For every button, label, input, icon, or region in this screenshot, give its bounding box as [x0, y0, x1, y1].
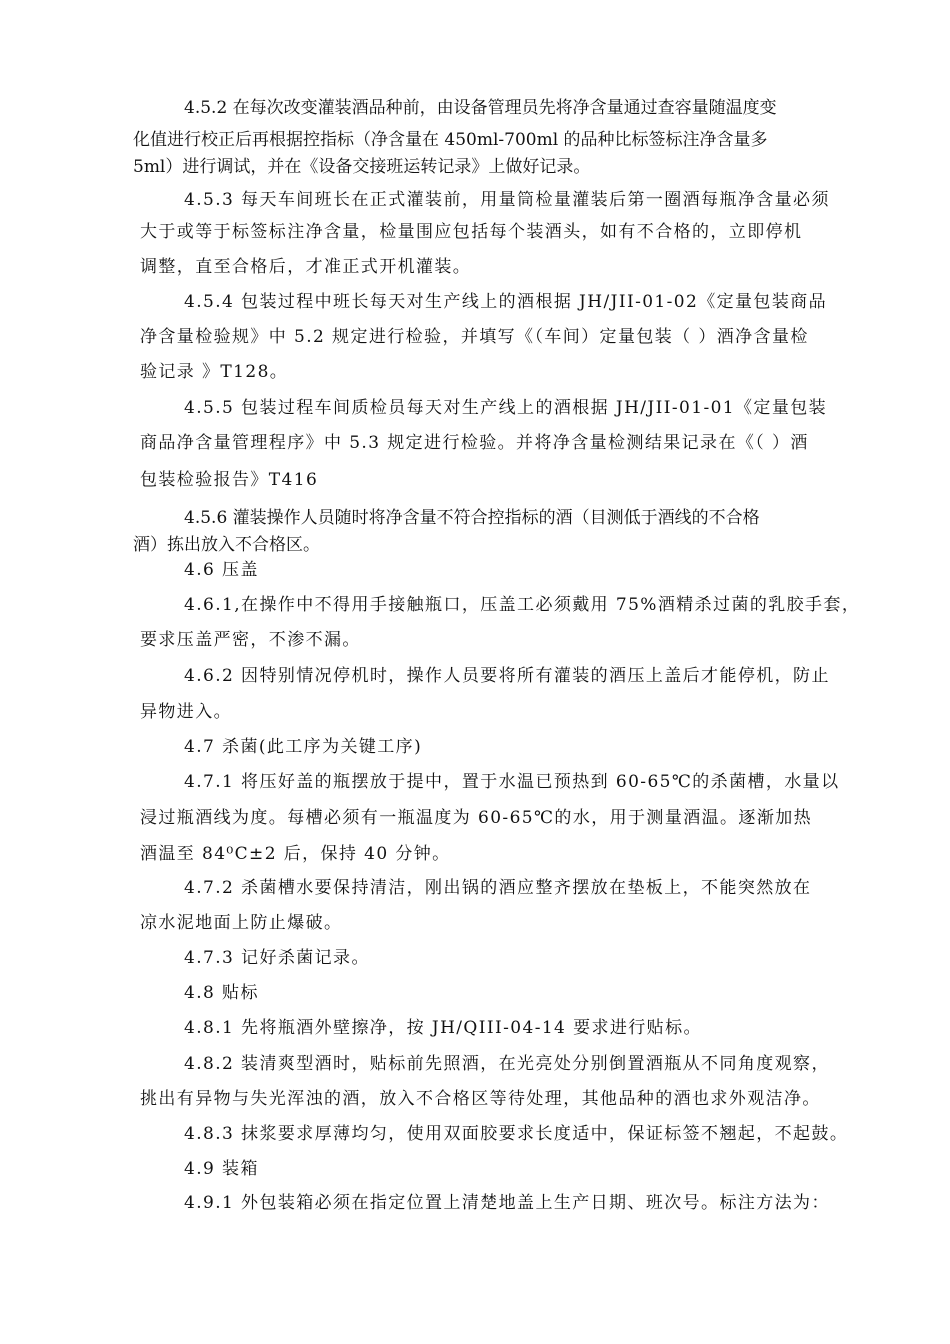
text-line: 4.7.1 将压好盖的瓶摆放于提中，置于水温已预热到 60-65℃的杀菌槽，水量以	[184, 772, 840, 792]
text-line: 浸过瓶酒线为度。每槽必须有一瓶温度为 60-65℃的水，用于测量酒温。逐渐加热	[140, 808, 813, 828]
section-heading: 4.7 杀菌(此工序为关键工序)	[184, 737, 423, 757]
text-line: 大于或等于标签标注净含量，检量围应包括每个装酒头，如有不合格的，立即停机	[140, 222, 803, 242]
text-line: 4.5.4 包装过程中班长每天对生产线上的酒根据 JH/JII-01-02《定量包装商品	[184, 292, 828, 312]
text-line: 4.8.1 先将瓶酒外壁擦净，按 JH/QIII-04-14 要求进行贴标。	[184, 1018, 702, 1038]
text-line: 酒温至 84⁰C±2 后，保持 40 分钟。	[140, 844, 451, 864]
text-line: 4.5.2 在每次改变灌装酒品种前，由设备管理员先将净含量通过查容量随温度变	[184, 98, 777, 118]
text-line: 酒）拣出放入不合格区。	[133, 535, 320, 555]
text-line: 4.7.2 杀菌槽水要保持清洁，刚出锅的酒应整齐摆放在垫板上，不能突然放在	[184, 878, 812, 898]
text-line: 5ml）进行调试，并在《设备交接班运转记录》上做好记录。	[133, 157, 591, 177]
text-line: 4.8.3 抹浆要求厚薄均匀，使用双面胶要求长度适中，保证标签不翘起，不起鼓。	[184, 1124, 849, 1144]
text-line: 4.7.3 记好杀菌记录。	[184, 948, 370, 968]
text-line: 要求压盖严密，不渗不漏。	[140, 630, 361, 650]
text-line: 4.6.1,在操作中不得用手接触瓶口，压盖工必须戴用 75%酒精杀过菌的乳胶手套，	[184, 595, 861, 615]
text-line: 4.5.5 包装过程车间质检员每天对生产线上的酒根据 JH/JII-01-01《定量包装	[184, 398, 828, 418]
section-heading: 4.9 装箱	[184, 1159, 259, 1179]
text-line: 4.8.2 装清爽型酒时，贴标前先照酒，在光亮处分别倒置酒瓶从不同角度观察，	[184, 1054, 830, 1074]
text-line: 4.6.2 因特别情况停机时，操作人员要将所有灌装的酒压上盖后才能停机，防止	[184, 666, 830, 686]
text-line: 净含量检验规》中 5.2 规定进行检验，并填写《（车间）定量包装（ ）酒净含量检	[140, 327, 809, 347]
text-line: 挑出有异物与失光浑浊的酒，放入不合格区等待处理，其他品种的酒也求外观洁净。	[140, 1089, 821, 1109]
text-line: 验记录 》T128。	[140, 362, 289, 382]
text-line: 4.5.3 每天车间班长在正式灌装前，用量筒检量灌装后第一圈酒每瓶净含量必须	[184, 190, 830, 210]
section-heading: 4.6 压盖	[184, 560, 259, 580]
text-line: 凉水泥地面上防止爆破。	[140, 913, 343, 933]
text-line: 商品净含量管理程序》中 5.3 规定进行检验。并将净含量检测结果记录在《（ ）酒	[140, 433, 809, 453]
text-line: 包装检验报告》T416	[140, 470, 319, 490]
section-heading: 4.8 贴标	[184, 983, 259, 1003]
text-line: 调整，直至合格后，才准正式开机灌装。	[140, 257, 472, 277]
text-line: 异物进入。	[140, 702, 232, 722]
text-line: 化值进行校正后再根据控指标（净含量在 450ml-700ml 的品种比标签标注净含量多	[133, 130, 768, 150]
text-line: 4.9.1 外包装箱必须在指定位置上清楚地盖上生产日期、班次号。标注方法为：	[184, 1193, 830, 1213]
text-line: 4.5.6 灌装操作人员随时将净含量不符合控指标的酒（目测低于酒线的不合格	[184, 508, 760, 528]
